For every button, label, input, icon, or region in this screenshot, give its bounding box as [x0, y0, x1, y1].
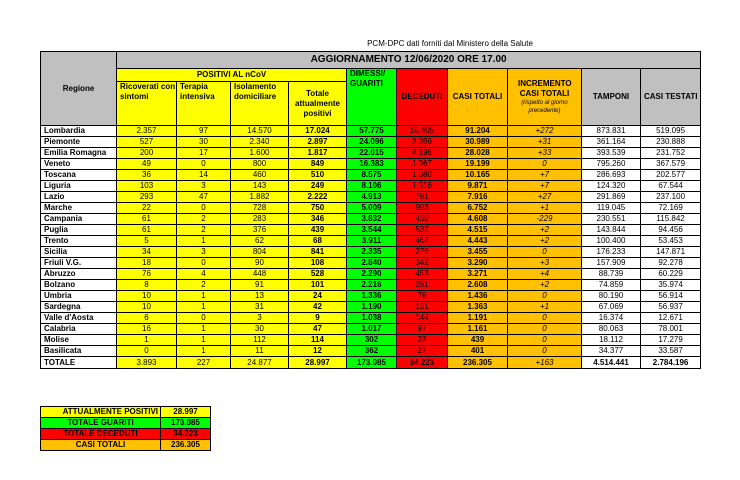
cell-ricoverati: 2.357 [117, 126, 177, 137]
cell-casi-testati: 33.587 [641, 346, 701, 357]
header-deceduti: DECEDUTI [397, 69, 448, 126]
summary-label: CASI TOTALI [41, 440, 161, 451]
cell-deceduti: 144 [397, 313, 448, 324]
cell-dimessi: 1.190 [347, 302, 397, 313]
cell-totale-positivi: 12 [289, 346, 347, 357]
cell-terapia: 97 [177, 126, 231, 137]
cell-deceduti: 23 [397, 335, 448, 346]
cell-totale-positivi: 439 [289, 225, 347, 236]
cell-ricoverati: 8 [117, 280, 177, 291]
cell-incremento: +7 [508, 181, 582, 192]
summary-row [41, 429, 211, 440]
cell-deceduti: 1.080 [397, 170, 448, 181]
cell-dimessi: 1.017 [347, 324, 397, 335]
cell-tamponi: 74.859 [582, 280, 641, 291]
cell-casi-testati: 230.888 [641, 137, 701, 148]
totals-ricoverati: 3.893 [117, 357, 177, 369]
cell-deceduti: 1.967 [397, 159, 448, 170]
table-row [41, 269, 701, 280]
cell-ricoverati: 10 [117, 291, 177, 302]
totals-label: TOTALE [41, 357, 117, 369]
cell-region: Basilicata [41, 346, 117, 357]
cell-dimessi: 3.832 [347, 214, 397, 225]
cell-deceduti: 16.405 [397, 126, 448, 137]
cell-casi-testati: 94.456 [641, 225, 701, 236]
cell-tamponi: 16.374 [582, 313, 641, 324]
cell-incremento: 0 [508, 346, 582, 357]
cell-region: Piemonte [41, 137, 117, 148]
cell-ricoverati: 61 [117, 214, 177, 225]
cell-terapia: 1 [177, 236, 231, 247]
cell-casi-testati: 367.579 [641, 159, 701, 170]
cell-terapia: 0 [177, 203, 231, 214]
cell-tamponi: 18.112 [582, 335, 641, 346]
cell-isolamento: 62 [231, 236, 289, 247]
cell-isolamento: 1.882 [231, 192, 289, 203]
cell-tamponi: 873.831 [582, 126, 641, 137]
table-row [41, 192, 701, 203]
cell-casi-totali: 1.363 [448, 302, 508, 313]
cell-region: Umbria [41, 291, 117, 302]
cell-terapia: 1 [177, 324, 231, 335]
cell-dimessi: 57.775 [347, 126, 397, 137]
cell-casi-testati: 17.279 [641, 335, 701, 346]
cell-tamponi: 34.377 [582, 346, 641, 357]
cell-dimessi: 3.911 [347, 236, 397, 247]
cell-ricoverati: 1 [117, 335, 177, 346]
cell-region: Liguria [41, 181, 117, 192]
table-row [41, 148, 701, 159]
table-row [41, 324, 701, 335]
cell-casi-totali: 401 [448, 346, 508, 357]
cell-incremento: +33 [508, 148, 582, 159]
cell-casi-totali: 4.443 [448, 236, 508, 247]
cell-terapia: 2 [177, 280, 231, 291]
cell-casi-testati: 12.671 [641, 313, 701, 324]
cell-region: Emilia Romagna [41, 148, 117, 159]
cell-incremento: +272 [508, 126, 582, 137]
cell-terapia: 0 [177, 159, 231, 170]
totals-terapia: 227 [177, 357, 231, 369]
cell-incremento: 0 [508, 291, 582, 302]
cell-ricoverati: 527 [117, 137, 177, 148]
cell-incremento: 0 [508, 247, 582, 258]
cell-casi-totali: 4.608 [448, 214, 508, 225]
cell-isolamento: 91 [231, 280, 289, 291]
cell-incremento: +1 [508, 302, 582, 313]
cell-region: Abruzzo [41, 269, 117, 280]
table-row [41, 258, 701, 269]
cell-region: Bolzano [41, 280, 117, 291]
cell-totale-positivi: 849 [289, 159, 347, 170]
cell-casi-testati: 147.871 [641, 247, 701, 258]
cell-incremento: +2 [508, 280, 582, 291]
cell-tamponi: 157.909 [582, 258, 641, 269]
cell-tamponi: 393.539 [582, 148, 641, 159]
cell-tamponi: 230.551 [582, 214, 641, 225]
cell-dimessi: 2.840 [347, 258, 397, 269]
cell-isolamento: 13 [231, 291, 289, 302]
cell-casi-testati: 56.937 [641, 302, 701, 313]
cell-dimessi: 5.009 [347, 203, 397, 214]
header-ricoverati: Ricoverati con sintomi [117, 82, 177, 126]
cell-deceduti: 430 [397, 214, 448, 225]
cell-casi-totali: 28.028 [448, 148, 508, 159]
summary-label: TOTALE GUARITI [41, 418, 161, 429]
cell-ricoverati: 36 [117, 170, 177, 181]
cell-incremento: +2 [508, 236, 582, 247]
cell-casi-totali: 3.455 [448, 247, 508, 258]
cell-casi-testati: 115.842 [641, 214, 701, 225]
cell-dimessi: 4.913 [347, 192, 397, 203]
cell-totale-positivi: 346 [289, 214, 347, 225]
cell-incremento: +3 [508, 258, 582, 269]
source-caption: PCM-DPC dati forniti dal Ministero della Salute [367, 39, 533, 48]
cell-incremento: 0 [508, 335, 582, 346]
cell-ricoverati: 6 [117, 313, 177, 324]
cell-isolamento: 30 [231, 324, 289, 335]
cell-casi-testati: 53.453 [641, 236, 701, 247]
cell-casi-testati: 60.229 [641, 269, 701, 280]
cell-region: Friuli V.G. [41, 258, 117, 269]
cell-ricoverati: 103 [117, 181, 177, 192]
cell-casi-totali: 91.204 [448, 126, 508, 137]
cell-casi-totali: 9.871 [448, 181, 508, 192]
cell-casi-totali: 19.199 [448, 159, 508, 170]
cell-casi-testati: 72.169 [641, 203, 701, 214]
cell-dimessi: 2.290 [347, 269, 397, 280]
cell-ricoverati: 34 [117, 247, 177, 258]
totals-deceduti: 34.223 [397, 357, 448, 369]
cell-totale-positivi: 9 [289, 313, 347, 324]
cell-region: Toscana [41, 170, 117, 181]
header-terapia: Terapia intensiva [177, 82, 231, 126]
cell-deceduti: 993 [397, 203, 448, 214]
summary-row [41, 418, 211, 429]
cell-isolamento: 800 [231, 159, 289, 170]
cell-tamponi: 124.320 [582, 181, 641, 192]
cell-incremento: 0 [508, 313, 582, 324]
cell-totale-positivi: 108 [289, 258, 347, 269]
cell-deceduti: 3.996 [397, 137, 448, 148]
cell-isolamento: 3 [231, 313, 289, 324]
cell-tamponi: 80.063 [582, 324, 641, 335]
cell-terapia: 2 [177, 225, 231, 236]
cell-deceduti: 76 [397, 291, 448, 302]
table-row [41, 137, 701, 148]
cell-isolamento: 728 [231, 203, 289, 214]
cell-isolamento: 804 [231, 247, 289, 258]
covid-regional-table [40, 51, 701, 369]
cell-isolamento: 14.570 [231, 126, 289, 137]
cell-casi-testati: 237.100 [641, 192, 701, 203]
cell-casi-testati: 519.095 [641, 126, 701, 137]
summary-row [41, 407, 211, 418]
cell-totale-positivi: 68 [289, 236, 347, 247]
cell-casi-totali: 10.165 [448, 170, 508, 181]
cell-casi-totali: 1.436 [448, 291, 508, 302]
cell-isolamento: 112 [231, 335, 289, 346]
header-incremento-note: (rispetto al giorno precedente) [521, 100, 568, 114]
cell-ricoverati: 61 [117, 225, 177, 236]
table-row [41, 346, 701, 357]
totals-casi: 236.305 [448, 357, 508, 369]
summary-row [41, 440, 211, 451]
cell-casi-totali: 1.191 [448, 313, 508, 324]
cell-dimessi: 362 [347, 346, 397, 357]
header-casi-totali: CASI TOTALI [448, 69, 508, 126]
cell-tamponi: 361.164 [582, 137, 641, 148]
cell-dimessi: 2.335 [347, 247, 397, 258]
totals-incremento: +163 [508, 357, 582, 369]
header-regione: Regione [41, 52, 117, 126]
cell-totale-positivi: 17.024 [289, 126, 347, 137]
cell-deceduti: 1.516 [397, 181, 448, 192]
table-row [41, 181, 701, 192]
cell-totale-positivi: 528 [289, 269, 347, 280]
cell-casi-testati: 231.752 [641, 148, 701, 159]
table-row [41, 225, 701, 236]
cell-casi-testati: 202.577 [641, 170, 701, 181]
cell-incremento: +1 [508, 203, 582, 214]
summary-value: 34.223 [161, 429, 211, 440]
cell-tamponi: 100.400 [582, 236, 641, 247]
cell-dimessi: 8.106 [347, 181, 397, 192]
cell-terapia: 47 [177, 192, 231, 203]
cell-deceduti: 453 [397, 269, 448, 280]
cell-deceduti: 279 [397, 247, 448, 258]
cell-dimessi: 302 [347, 335, 397, 346]
cell-region: Lazio [41, 192, 117, 203]
summary-label: TOTALE DECEDUTI [41, 429, 161, 440]
cell-incremento: 0 [508, 159, 582, 170]
cell-region: Trento [41, 236, 117, 247]
cell-deceduti: 131 [397, 302, 448, 313]
cell-totale-positivi: 510 [289, 170, 347, 181]
cell-deceduti: 97 [397, 324, 448, 335]
table-row [41, 214, 701, 225]
table-row [41, 170, 701, 181]
cell-totale-positivi: 249 [289, 181, 347, 192]
cell-terapia: 1 [177, 346, 231, 357]
cell-totale-positivi: 42 [289, 302, 347, 313]
cell-casi-totali: 6.752 [448, 203, 508, 214]
cell-tamponi: 67.069 [582, 302, 641, 313]
cell-tamponi: 286.693 [582, 170, 641, 181]
cell-incremento: +31 [508, 137, 582, 148]
cell-isolamento: 90 [231, 258, 289, 269]
cell-casi-testati: 67.544 [641, 181, 701, 192]
cell-tamponi: 119.045 [582, 203, 641, 214]
header-incremento [508, 69, 582, 126]
cell-terapia: 30 [177, 137, 231, 148]
totals-testati: 2.784.196 [641, 357, 701, 369]
cell-ricoverati: 5 [117, 236, 177, 247]
header-dimessi: DIMESSI/ GUARITI [347, 69, 397, 126]
cell-region: Valle d'Aosta [41, 313, 117, 324]
cell-terapia: 14 [177, 170, 231, 181]
cell-terapia: 0 [177, 258, 231, 269]
cell-ricoverati: 76 [117, 269, 177, 280]
cell-deceduti: 291 [397, 280, 448, 291]
cell-totale-positivi: 841 [289, 247, 347, 258]
cell-dimessi: 16.383 [347, 159, 397, 170]
table-row [41, 313, 701, 324]
cell-dimessi: 24.096 [347, 137, 397, 148]
summary-value: 28.997 [161, 407, 211, 418]
cell-casi-totali: 30.989 [448, 137, 508, 148]
cell-tamponi: 88.739 [582, 269, 641, 280]
cell-isolamento: 31 [231, 302, 289, 313]
cell-dimessi: 2.216 [347, 280, 397, 291]
cell-isolamento: 2.340 [231, 137, 289, 148]
table-row [41, 236, 701, 247]
cell-dimessi: 1.038 [347, 313, 397, 324]
cell-deceduti: 342 [397, 258, 448, 269]
table-row [41, 203, 701, 214]
cell-totale-positivi: 750 [289, 203, 347, 214]
cell-casi-totali: 3.271 [448, 269, 508, 280]
cell-region: Sicilia [41, 247, 117, 258]
table-row [41, 126, 701, 137]
cell-deceduti: 464 [397, 236, 448, 247]
cell-ricoverati: 10 [117, 302, 177, 313]
cell-deceduti: 532 [397, 225, 448, 236]
cell-incremento: 0 [508, 324, 582, 335]
header-tamponi: TAMPONI [582, 69, 641, 126]
cell-casi-totali: 4.515 [448, 225, 508, 236]
totals-positivi: 28.997 [289, 357, 347, 369]
summary-value: 173.085 [161, 418, 211, 429]
cell-casi-totali: 439 [448, 335, 508, 346]
cell-tamponi: 80.190 [582, 291, 641, 302]
cell-region: Campania [41, 214, 117, 225]
cell-casi-testati: 56.914 [641, 291, 701, 302]
cell-terapia: 3 [177, 181, 231, 192]
cell-ricoverati: 18 [117, 258, 177, 269]
cell-region: Molise [41, 335, 117, 346]
cell-terapia: 0 [177, 313, 231, 324]
cell-totale-positivi: 101 [289, 280, 347, 291]
cell-isolamento: 11 [231, 346, 289, 357]
cell-region: Puglia [41, 225, 117, 236]
cell-dimessi: 3.544 [347, 225, 397, 236]
cell-ricoverati: 22 [117, 203, 177, 214]
cell-totale-positivi: 2.222 [289, 192, 347, 203]
cell-tamponi: 143.844 [582, 225, 641, 236]
totals-tamponi: 4.514.441 [582, 357, 641, 369]
cell-totale-positivi: 114 [289, 335, 347, 346]
cell-casi-totali: 1.161 [448, 324, 508, 335]
table-row [41, 291, 701, 302]
summary-value: 236.305 [161, 440, 211, 451]
cell-isolamento: 448 [231, 269, 289, 280]
cell-casi-testati: 92.278 [641, 258, 701, 269]
totals-row [41, 357, 701, 369]
cell-casi-testati: 35.974 [641, 280, 701, 291]
cell-deceduti: 781 [397, 192, 448, 203]
cell-ricoverati: 16 [117, 324, 177, 335]
cell-casi-testati: 78.001 [641, 324, 701, 335]
cell-isolamento: 460 [231, 170, 289, 181]
update-title: AGGIORNAMENTO 12/06/2020 ORE 17.00 [117, 52, 701, 69]
cell-casi-totali: 7.916 [448, 192, 508, 203]
header-totale-positivi: Totale attualmente positivi [289, 82, 347, 126]
summary-table [40, 406, 211, 451]
cell-isolamento: 1.600 [231, 148, 289, 159]
totals-isolamento: 24.877 [231, 357, 289, 369]
cell-tamponi: 795.260 [582, 159, 641, 170]
cell-terapia: 17 [177, 148, 231, 159]
cell-region: Marche [41, 203, 117, 214]
table-row [41, 335, 701, 346]
header-casi-testati: CASI TESTATI [641, 69, 701, 126]
cell-tamponi: 291.869 [582, 192, 641, 203]
totals-dimessi: 173.085 [347, 357, 397, 369]
cell-ricoverati: 49 [117, 159, 177, 170]
header-positivi: POSITIVI AL nCoV [117, 69, 347, 82]
table-row [41, 280, 701, 291]
table-body [41, 126, 701, 357]
cell-region: Lombardia [41, 126, 117, 137]
cell-terapia: 1 [177, 302, 231, 313]
cell-ricoverati: 0 [117, 346, 177, 357]
cell-incremento: +7 [508, 170, 582, 181]
cell-dimessi: 8.575 [347, 170, 397, 181]
cell-totale-positivi: 47 [289, 324, 347, 335]
cell-deceduti: 27 [397, 346, 448, 357]
header-isolamento: Isolamento domiciliare [231, 82, 289, 126]
cell-terapia: 2 [177, 214, 231, 225]
cell-incremento: -229 [508, 214, 582, 225]
cell-incremento: +27 [508, 192, 582, 203]
cell-dimessi: 1.336 [347, 291, 397, 302]
cell-terapia: 3 [177, 247, 231, 258]
summary-label: ATTUALMENTE POSITIVI [41, 407, 161, 418]
cell-terapia: 4 [177, 269, 231, 280]
cell-isolamento: 283 [231, 214, 289, 225]
table-row [41, 302, 701, 313]
cell-region: Calabria [41, 324, 117, 335]
cell-tamponi: 176.233 [582, 247, 641, 258]
cell-ricoverati: 293 [117, 192, 177, 203]
cell-dimessi: 22.015 [347, 148, 397, 159]
cell-ricoverati: 200 [117, 148, 177, 159]
cell-isolamento: 143 [231, 181, 289, 192]
cell-casi-totali: 2.608 [448, 280, 508, 291]
cell-casi-totali: 3.290 [448, 258, 508, 269]
cell-isolamento: 376 [231, 225, 289, 236]
cell-incremento: +2 [508, 225, 582, 236]
cell-region: Veneto [41, 159, 117, 170]
cell-deceduti: 4.196 [397, 148, 448, 159]
table-row [41, 159, 701, 170]
cell-totale-positivi: 24 [289, 291, 347, 302]
cell-terapia: 1 [177, 335, 231, 346]
cell-terapia: 1 [177, 291, 231, 302]
cell-region: Sardegna [41, 302, 117, 313]
table-row [41, 247, 701, 258]
cell-totale-positivi: 2.897 [289, 137, 347, 148]
header-incremento-title: INCREMENTO CASI TOTALI [518, 79, 572, 98]
cell-incremento: +4 [508, 269, 582, 280]
cell-totale-positivi: 1.817 [289, 148, 347, 159]
